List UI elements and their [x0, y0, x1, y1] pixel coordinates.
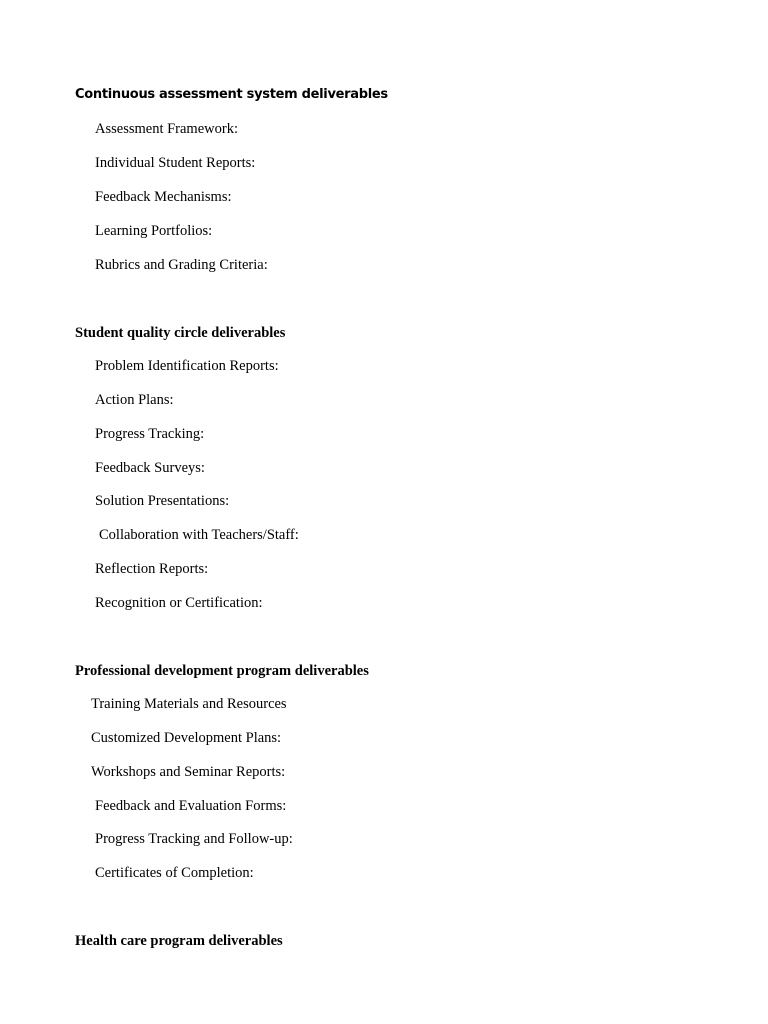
section-heading-continuous-assessment: Continuous assessment system deliverables — [75, 87, 388, 102]
list-item: Feedback Mechanisms: — [95, 189, 232, 205]
list-item: Workshops and Seminar Reports: — [91, 764, 286, 780]
list-item: Individual Student Reports: — [95, 155, 256, 171]
list-item: Rubrics and Grading Criteria: — [95, 257, 268, 273]
list-item: Customized Development Plans: — [91, 730, 282, 746]
list-item: Feedback and Evaluation Forms: — [95, 798, 287, 814]
list-item: Progress Tracking and Follow-up: — [95, 831, 293, 847]
list-item: Certificates of Completion: — [95, 865, 254, 881]
list-item: Solution Presentations: — [95, 493, 230, 509]
list-item: Reflection Reports: — [95, 561, 209, 577]
list-item: Progress Tracking: — [95, 426, 205, 442]
list-item: Recognition or Certification: — [95, 595, 263, 611]
section-heading-health-care: Health care program deliverables — [75, 933, 283, 949]
list-item: Assessment Framework: — [95, 121, 238, 137]
list-item: Feedback Surveys: — [95, 460, 205, 476]
list-item: Action Plans: — [95, 392, 174, 408]
list-item: Learning Portfolios: — [95, 223, 213, 239]
list-item: Training Materials and Resources — [91, 696, 287, 712]
section-heading-professional-development: Professional development program deliverables — [75, 663, 369, 679]
section-heading-student-quality-circle: Student quality circle deliverables — [75, 325, 286, 341]
list-item: Problem Identification Reports: — [95, 358, 279, 374]
list-item: Collaboration with Teachers/Staff: — [99, 527, 299, 543]
